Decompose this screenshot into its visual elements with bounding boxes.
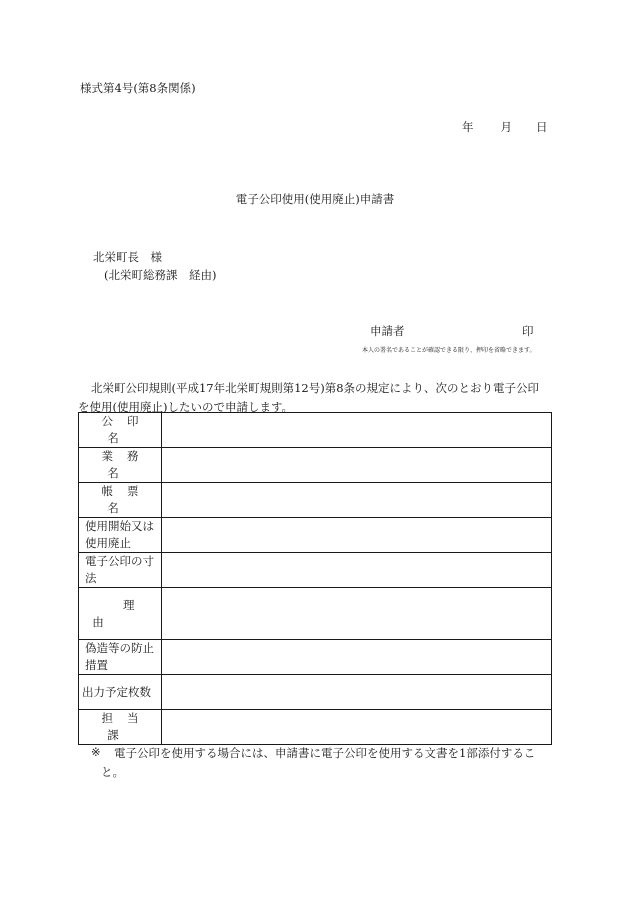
- label-department: 担当課: [79, 710, 162, 745]
- table-row-business-name: [79, 448, 552, 483]
- label-use-start-or-end: 使用開始又は使用廃止: [79, 518, 162, 553]
- table-row-seal-name: [79, 413, 552, 448]
- label-reason: 理由: [79, 588, 162, 640]
- label-business-name: 業務名: [79, 448, 162, 483]
- date-year-label: 年: [462, 120, 474, 134]
- field-forgery-prevention[interactable]: [162, 640, 552, 675]
- table-row-department: [79, 710, 552, 745]
- form-number: 様式第4号(第8条関係): [80, 81, 196, 95]
- note-mark: ※: [91, 745, 101, 759]
- label-seal-name: 公印名: [79, 413, 162, 448]
- table-row-form-name: [79, 483, 552, 518]
- field-form-name[interactable]: [162, 483, 552, 518]
- body-text-line-1: 北栄町公印規則(平成17年北栄町規則第12号)第8条の規定により、次のとおり電子公印: [91, 381, 540, 395]
- note-text-line-1: 電子公印を使用する場合には、申請書に電子公印を使用する文書を1部添付するこ: [114, 746, 536, 760]
- table-row-use-start-or-end: [79, 518, 552, 553]
- note-text-line-2: と。: [101, 765, 124, 779]
- field-output-count[interactable]: [162, 675, 552, 710]
- field-use-start-or-end[interactable]: [162, 518, 552, 553]
- field-seal-name[interactable]: [162, 413, 552, 448]
- field-reason[interactable]: [162, 588, 552, 640]
- application-table: [78, 412, 552, 745]
- applicant-label: 申請者: [370, 324, 405, 338]
- table-row-reason: [79, 588, 552, 640]
- addressee-via: (北栄町総務課 経由): [104, 268, 217, 282]
- label-output-count: 出力予定枚数: [79, 675, 162, 710]
- date-line: [462, 119, 548, 135]
- table-row-output-count: [79, 675, 552, 710]
- date-day-label: 日: [536, 120, 548, 134]
- table-row-seal-dimensions: [79, 553, 552, 588]
- seal-mark: 印: [522, 324, 534, 338]
- table-row-forgery-prevention: [79, 640, 552, 675]
- field-business-name[interactable]: [162, 448, 552, 483]
- signature-note: 本人の署名であることが確認できる限り、押印を省略できます。: [362, 347, 536, 354]
- document-title: 電子公印使用(使用廃止)申請書: [235, 192, 395, 206]
- addressee-name: 北栄町長 様: [93, 250, 162, 264]
- body-text-line-2: を使用(使用廃止)したいので申請します。: [78, 400, 294, 414]
- label-seal-dimensions: 電子公印の寸法: [79, 553, 162, 588]
- label-forgery-prevention: 偽造等の防止措置: [79, 640, 162, 675]
- date-month-label: 月: [500, 120, 512, 134]
- field-seal-dimensions[interactable]: [162, 553, 552, 588]
- field-department[interactable]: [162, 710, 552, 745]
- label-form-name: 帳票名: [79, 483, 162, 518]
